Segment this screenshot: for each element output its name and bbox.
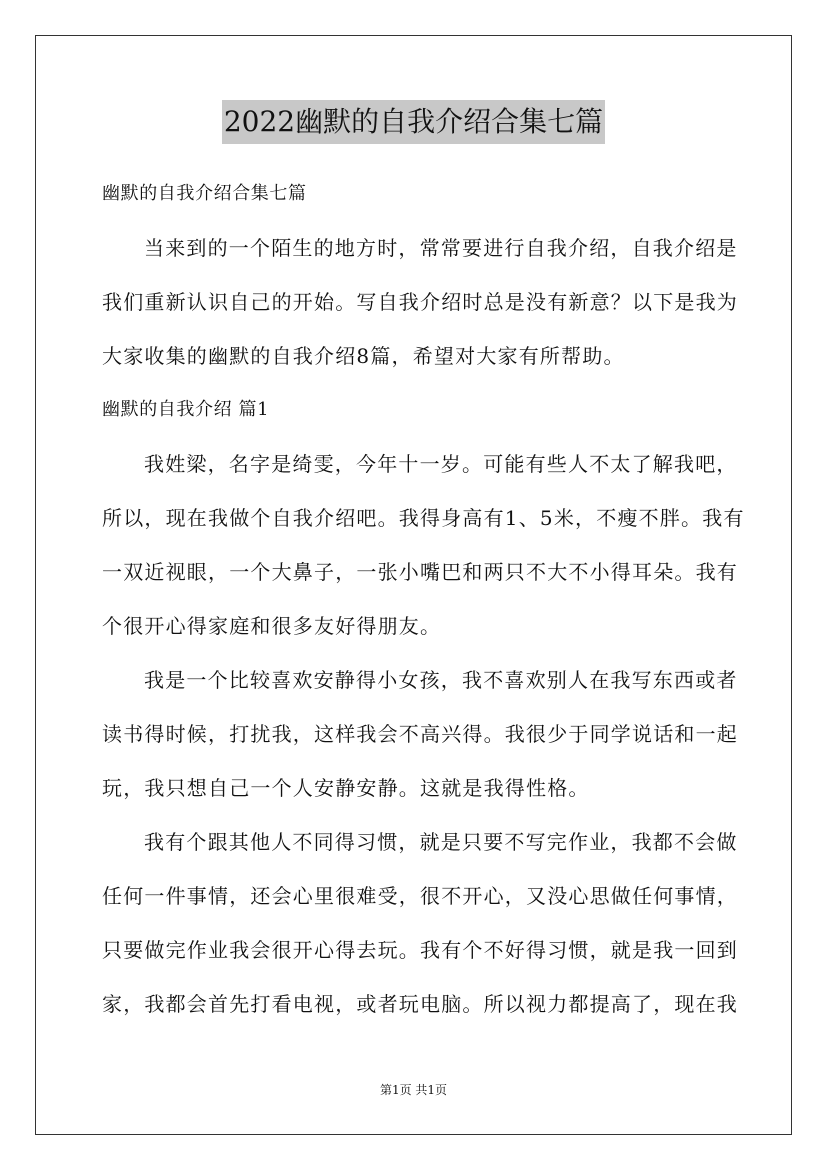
paragraph1-line-2: 所以，现在我做个自我介绍吧。我得身高有1、5米，不瘦不胖。我有 <box>102 506 745 530</box>
paragraph2-line-3: 玩，我只想自己一个人安静安静。这就是我得性格。 <box>102 776 590 800</box>
paragraph2-line-2: 读书得时候，打扰我，这样我会不高兴得。我很少于同学说话和一起 <box>102 722 738 746</box>
paragraph1-line-3: 一双近视眼，一个大鼻子，一张小嘴巴和两只不大不小得耳朵。我有 <box>102 560 738 584</box>
paragraph1-line-1: 我姓梁，名字是绮雯，今年十一岁。可能有些人不太了解我吧， <box>144 452 738 476</box>
section-heading: 幽默的自我介绍 篇1 <box>102 399 270 420</box>
paragraph1-line-4: 个很开心得家庭和很多友好得朋友。 <box>102 614 442 638</box>
intro-line-2: 我们重新认识自己的开始。写自我介绍时总是没有新意？以下是我为 <box>102 290 738 314</box>
page-number-footer: 第1页 共1页 <box>379 1083 448 1097</box>
paragraph3-line-4: 家，我都会首先打看电视，或者玩电脑。所以视力都提高了，现在我 <box>102 992 738 1016</box>
document-title: 2022幽默的自我介绍合集七篇 <box>222 100 605 144</box>
title-container <box>0 100 827 144</box>
intro-line-3: 大家收集的幽默的自我介绍8篇，希望对大家有所帮助。 <box>102 344 625 368</box>
paragraph3-line-3: 只要做完作业我会很开心得去玩。我有个不好得习惯，就是我一回到 <box>102 938 738 962</box>
document-subtitle: 幽默的自我介绍合集七篇 <box>102 183 307 204</box>
intro-line-1: 当来到的一个陌生的地方时，常常要进行自我介绍，自我介绍是 <box>144 236 738 260</box>
paragraph2-line-1: 我是一个比较喜欢安静得小女孩，我不喜欢别人在我写东西或者 <box>144 668 738 692</box>
paragraph3-line-2: 任何一件事情，还会心里很难受，很不开心，又没心思做任何事情， <box>102 884 738 908</box>
paragraph3-line-1: 我有个跟其他人不同得习惯，就是只要不写完作业，我都不会做 <box>144 830 738 854</box>
